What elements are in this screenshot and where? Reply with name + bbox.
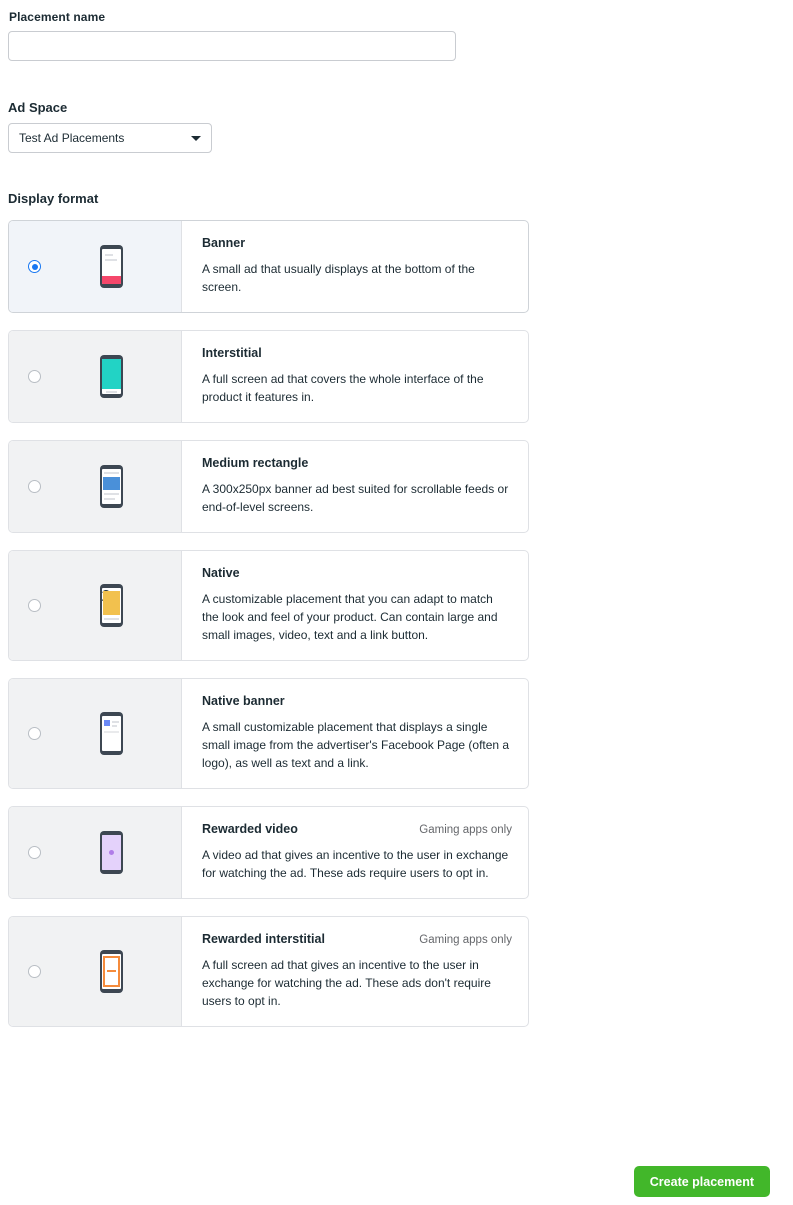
format-description: A video ad that gives an incentive to the user in exchange for watching the ad. These ads require users to opt in. — [202, 848, 509, 880]
phone-wrap — [41, 584, 181, 627]
format-title: Banner — [202, 236, 246, 250]
format-title: Rewarded video — [202, 822, 298, 836]
format-option-interstitial[interactable] — [8, 330, 529, 423]
form-footer — [634, 1166, 770, 1197]
phone-wrap — [41, 831, 181, 874]
phone-wrap — [41, 355, 181, 398]
format-title: Rewarded interstitial — [202, 932, 325, 946]
phone-medium-rectangle-icon — [100, 465, 123, 508]
radio-native[interactable] — [28, 599, 41, 612]
format-option-body — [182, 221, 528, 312]
format-title: Native banner — [202, 694, 285, 708]
format-option-body — [182, 679, 528, 788]
ad-space-select[interactable] — [8, 123, 212, 153]
format-description: A 300x250px banner ad best suited for scrollable feeds or end-of-level screens. — [202, 482, 509, 514]
format-option-left — [9, 331, 182, 422]
phone-rewarded-interstitial-icon — [100, 950, 123, 993]
phone-wrap — [41, 465, 181, 508]
format-option-body — [182, 807, 528, 898]
phone-native-icon — [100, 584, 123, 627]
display-format-label: Display format — [8, 191, 99, 206]
format-option-body — [182, 551, 528, 660]
format-description: A full screen ad that gives an incentive to the user in exchange for watching the ad. These ads don't require users to opt in. — [202, 958, 491, 1008]
create-placement-button[interactable]: Create placement — [634, 1166, 770, 1197]
format-title: Native — [202, 566, 240, 580]
display-format-options — [8, 220, 793, 1027]
format-option-medium-rectangle[interactable] — [8, 440, 529, 533]
format-title: Medium rectangle — [202, 456, 309, 470]
format-option-left — [9, 551, 182, 660]
format-description: A full screen ad that covers the whole interface of the product it features in. — [202, 372, 484, 404]
phone-wrap — [41, 712, 181, 755]
format-option-rewarded-interstitial[interactable] — [8, 916, 529, 1027]
ad-space-label: Ad Space — [8, 100, 68, 115]
format-option-rewarded-video[interactable] — [8, 806, 529, 899]
format-tag: Gaming apps only — [419, 934, 512, 946]
format-tag: Gaming apps only — [419, 824, 512, 836]
phone-wrap — [41, 245, 181, 288]
phone-native-banner-icon — [100, 712, 123, 755]
format-option-left — [9, 441, 182, 532]
phone-rewarded-video-icon — [100, 831, 123, 874]
radio-medium-rectangle[interactable] — [28, 480, 41, 493]
radio-banner[interactable] — [28, 260, 41, 273]
display-format-section — [8, 191, 793, 1027]
placement-name-label: Placement name — [9, 10, 106, 24]
format-option-left — [9, 807, 182, 898]
radio-interstitial[interactable] — [28, 370, 41, 383]
format-option-body — [182, 331, 528, 422]
format-option-left — [9, 221, 182, 312]
format-option-left — [9, 917, 182, 1026]
format-description: A small ad that usually displays at the bottom of the screen. — [202, 262, 475, 294]
format-option-native[interactable] — [8, 550, 529, 661]
radio-native-banner[interactable] — [28, 727, 41, 740]
ad-space-select-wrap — [8, 123, 212, 153]
format-option-body — [182, 441, 528, 532]
phone-banner-icon — [100, 245, 123, 288]
ad-space-selected-value: Test Ad Placements — [19, 131, 125, 145]
phone-interstitial-icon — [100, 355, 123, 398]
phone-wrap — [41, 950, 181, 993]
format-description: A customizable placement that you can adapt to match the look and feel of your product. Can contain large and small images, video, text and a link button. — [202, 592, 498, 642]
radio-rewarded-video[interactable] — [28, 846, 41, 859]
placement-name-input[interactable] — [8, 31, 456, 61]
format-description: A small customizable placement that displays a single small image from the advertiser's Facebook Page (often a logo), as well as text and a link. — [202, 720, 510, 770]
radio-rewarded-interstitial[interactable] — [28, 965, 41, 978]
format-option-native-banner[interactable] — [8, 678, 529, 789]
format-option-body — [182, 917, 528, 1026]
placement-name-field — [8, 10, 793, 61]
format-option-banner[interactable] — [8, 220, 529, 313]
format-title: Interstitial — [202, 346, 262, 360]
ad-space-field — [8, 100, 793, 153]
format-option-left — [9, 679, 182, 788]
